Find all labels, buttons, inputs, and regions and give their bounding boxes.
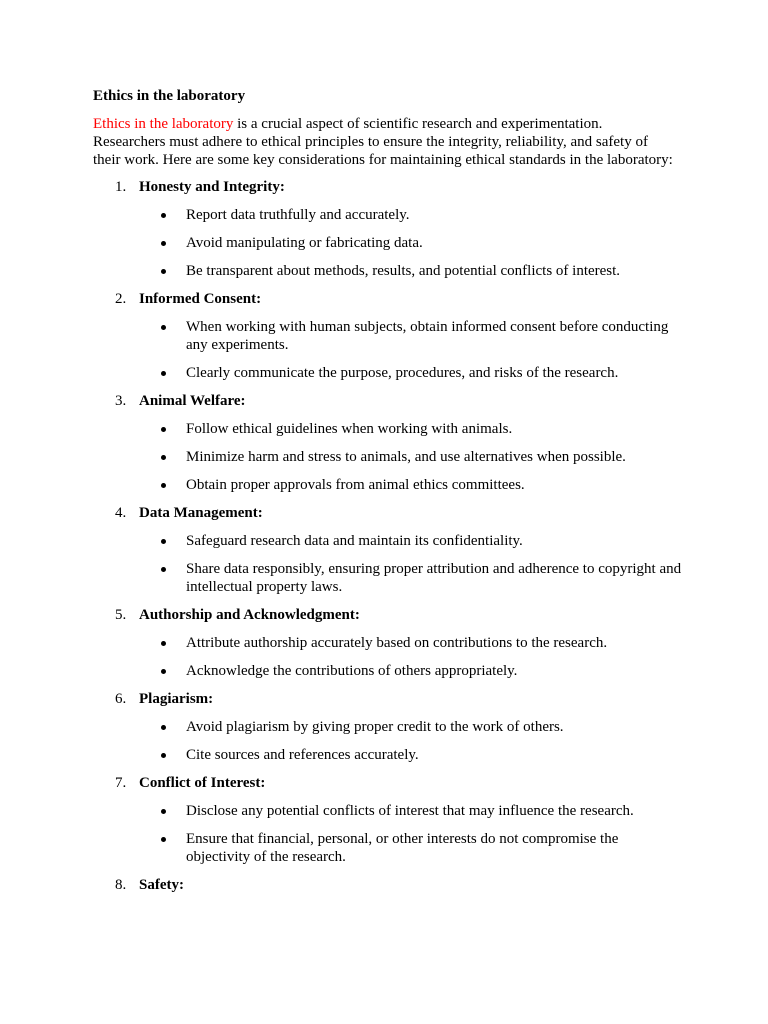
intro-highlight: Ethics in the laboratory	[93, 116, 234, 132]
sections-list	[93, 178, 682, 894]
section-heading	[115, 690, 678, 708]
bullet-dot-icon	[161, 213, 166, 218]
section-title: Data Management:	[139, 505, 263, 521]
bullet-list	[139, 318, 678, 382]
bullet-item	[139, 206, 686, 224]
bullet-list	[139, 532, 682, 596]
bullet-list	[139, 634, 678, 680]
bullet-dot-icon	[161, 567, 166, 572]
bullet-dot-icon	[161, 269, 166, 274]
bullet-dot-icon	[161, 641, 166, 646]
section-item	[93, 504, 682, 596]
bullet-text: Follow ethical guidelines when working with animals.	[186, 421, 513, 437]
bullet-text: Report data truthfully and accurately.	[186, 207, 410, 223]
bullet-list	[139, 718, 678, 764]
bullet-item	[139, 532, 686, 550]
bullet-item	[139, 662, 686, 680]
bullet-dot-icon	[161, 669, 166, 674]
bullet-item	[139, 262, 686, 280]
bullet-dot-icon	[161, 455, 166, 460]
section-title: Honesty and Integrity:	[139, 179, 285, 195]
bullet-dot-icon	[161, 325, 166, 330]
bullet-item	[139, 420, 686, 438]
section-title: Plagiarism:	[139, 691, 214, 707]
bullet-dot-icon	[161, 241, 166, 246]
bullet-dot-icon	[161, 539, 166, 544]
bullet-text: Cite sources and references accurately.	[186, 747, 419, 763]
bullet-dot-icon	[161, 837, 166, 842]
section-number: 4.	[115, 505, 127, 521]
section-item	[93, 774, 678, 866]
document-title: Ethics in the laboratory	[93, 88, 246, 104]
bullet-dot-icon	[161, 483, 166, 488]
section-title: Conflict of Interest:	[139, 775, 266, 791]
bullet-text: When working with human subjects, obtain informed consent before conducting any experiments.	[186, 319, 669, 353]
section-item	[93, 178, 678, 280]
bullet-item	[139, 746, 686, 764]
bullet-item	[139, 364, 686, 382]
bullet-text: Disclose any potential conflicts of interest that may influence the research.	[186, 803, 634, 819]
bullet-item	[139, 634, 686, 652]
section-number: 7.	[115, 775, 127, 791]
section-number: 5.	[115, 607, 127, 623]
section-number: 8.	[115, 877, 127, 893]
bullet-item	[139, 234, 686, 252]
bullet-item	[139, 476, 686, 494]
bullet-item	[139, 448, 686, 466]
section-number: 1.	[115, 179, 127, 195]
bullet-text: Ensure that financial, personal, or other interests do not compromise the objectivity of the research.	[186, 831, 619, 865]
bullet-item	[139, 830, 686, 866]
section-heading	[115, 290, 678, 308]
bullet-item	[139, 718, 686, 736]
section-item	[93, 606, 678, 680]
bullet-item	[139, 560, 686, 596]
section-heading	[115, 392, 678, 410]
bullet-text: Attribute authorship accurately based on contributions to the research.	[186, 635, 608, 651]
bullet-text: Acknowledge the contributions of others appropriately.	[186, 663, 518, 679]
section-item	[93, 690, 678, 764]
bullet-list	[139, 420, 678, 494]
bullet-text: Clearly communicate the purpose, procedures, and risks of the research.	[186, 365, 619, 381]
bullet-text: Safeguard research data and maintain its confidentiality.	[186, 533, 523, 549]
bullet-item	[139, 802, 686, 820]
bullet-text: Avoid plagiarism by giving proper credit to the work of others.	[186, 719, 564, 735]
section-title: Safety:	[139, 877, 184, 893]
bullet-dot-icon	[161, 753, 166, 758]
section-number: 6.	[115, 691, 127, 707]
section-heading	[115, 774, 678, 792]
bullet-text: Minimize harm and stress to animals, and use alternatives when possible.	[186, 449, 626, 465]
section-item	[93, 290, 678, 382]
section-number: 2.	[115, 291, 127, 307]
section-heading	[115, 606, 678, 624]
intro-paragraph	[93, 115, 675, 169]
bullet-text: Obtain proper approvals from animal ethics committees.	[186, 477, 525, 493]
bullet-dot-icon	[161, 809, 166, 814]
bullet-text: Be transparent about methods, results, and potential conflicts of interest.	[186, 263, 621, 279]
bullet-dot-icon	[161, 427, 166, 432]
bullet-list	[139, 802, 678, 866]
section-heading	[115, 504, 678, 522]
bullet-dot-icon	[161, 725, 166, 730]
section-number: 3.	[115, 393, 127, 409]
section-heading	[115, 876, 678, 894]
bullet-dot-icon	[161, 371, 166, 376]
section-item	[93, 876, 678, 894]
intro-text: is a crucial aspect of scientific research and experimentation. Researchers must adhere to ethical principles to ensure the integrity, reliability, and safety of their work. Here are some key considerations for maintaining ethical standards in the laboratory:	[93, 116, 673, 168]
section-title: Authorship and Acknowledgment:	[139, 607, 360, 623]
section-title: Informed Consent:	[139, 291, 262, 307]
section-item	[93, 392, 678, 494]
bullet-text: Share data responsibly, ensuring proper attribution and adherence to copyright and intellectual property laws.	[186, 561, 682, 595]
bullet-list	[139, 206, 678, 280]
bullet-item	[139, 318, 686, 354]
section-title: Animal Welfare:	[139, 393, 246, 409]
section-heading	[115, 178, 678, 196]
bullet-text: Avoid manipulating or fabricating data.	[186, 235, 423, 251]
